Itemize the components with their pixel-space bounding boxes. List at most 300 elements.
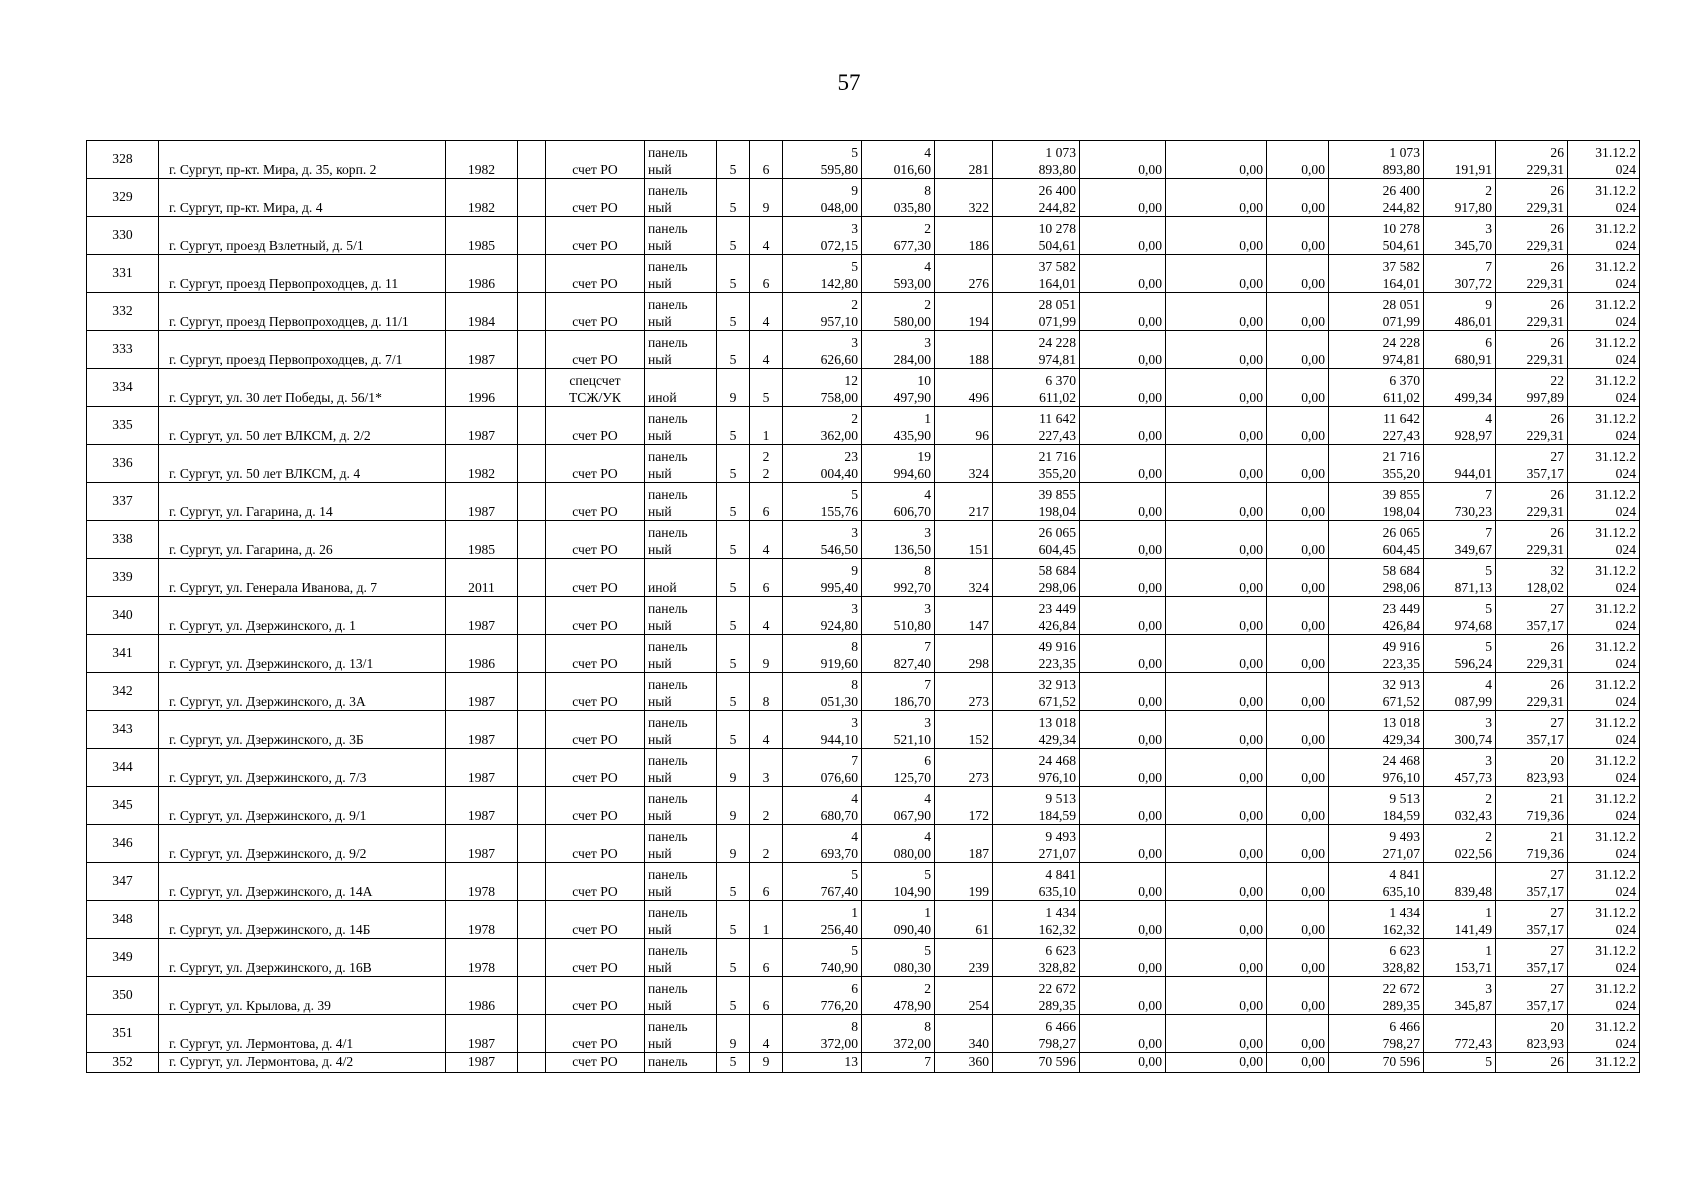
cost-per-sqm-cell: 839,48 (1424, 863, 1496, 901)
commission-year-cell: 1978 (446, 939, 518, 977)
deadline-cell: 31.12.2 024 (1568, 635, 1640, 673)
table-body (87, 141, 1640, 1073)
budget-cost-cell: 0,00 (1166, 977, 1267, 1015)
local-budget-cost-cell: 0,00 (1267, 179, 1329, 217)
entrances-cell: 6 (750, 559, 783, 597)
fund-cost-cell: 0,00 (1080, 939, 1166, 977)
fund-cost-cell: 0,00 (1080, 787, 1166, 825)
cost-per-sqm-cell: 7 349,67 (1424, 521, 1496, 559)
total-area-cell: 5 142,80 (783, 255, 862, 293)
living-area-cell: 2 677,30 (862, 217, 935, 255)
empty-cell (518, 521, 546, 559)
residents-cell: 254 (935, 977, 993, 1015)
entrances-cell: 3 (750, 749, 783, 787)
entrances-cell: 6 (750, 483, 783, 521)
address-cell: г. Сургут, ул. 50 лет ВЛКСМ, д. 4 (159, 445, 446, 483)
entrances-cell: 6 (750, 141, 783, 179)
floors-cell: 5 (717, 521, 750, 559)
living-area-cell: 3 284,00 (862, 331, 935, 369)
table-row (87, 369, 1640, 407)
entrances-cell: 5 (750, 369, 783, 407)
empty-cell (518, 255, 546, 293)
cost-per-sqm-cell: 9 486,01 (1424, 293, 1496, 331)
row-number-cell: 329 (87, 179, 159, 217)
wall-material-cell: панель ный (645, 179, 717, 217)
total-cost-cell: 24 468 976,10 (993, 749, 1080, 787)
local-budget-cost-cell: 0,00 (1267, 939, 1329, 977)
budget-cost-cell: 0,00 (1166, 483, 1267, 521)
fund-method-cell: счет РО (546, 559, 645, 597)
fund-method-cell: счет РО (546, 141, 645, 179)
empty-cell (518, 977, 546, 1015)
max-cost-cell: 32 128,02 (1496, 559, 1568, 597)
total-area-cell: 2 957,10 (783, 293, 862, 331)
floors-cell: 5 (717, 407, 750, 445)
table-row (87, 635, 1640, 673)
cost-per-sqm-cell: 4 087,99 (1424, 673, 1496, 711)
fund-cost-cell: 0,00 (1080, 749, 1166, 787)
wall-material-cell: панель ный (645, 293, 717, 331)
owners-cost-cell: 4 841 635,10 (1329, 863, 1424, 901)
address-cell: г. Сургут, ул. Генерала Иванова, д. 7 (159, 559, 446, 597)
total-area-cell: 5 595,80 (783, 141, 862, 179)
owners-cost-cell: 28 051 071,99 (1329, 293, 1424, 331)
deadline-cell: 31.12.2 024 (1568, 939, 1640, 977)
row-number-cell: 339 (87, 559, 159, 597)
total-cost-cell: 37 582 164,01 (993, 255, 1080, 293)
empty-cell (518, 217, 546, 255)
address-cell: г. Сургут, ул. Лермонтова, д. 4/2 (159, 1053, 446, 1073)
wall-material-cell: панель ный (645, 483, 717, 521)
max-cost-cell: 27 357,17 (1496, 939, 1568, 977)
fund-cost-cell: 0,00 (1080, 711, 1166, 749)
entrances-cell: 1 (750, 901, 783, 939)
max-cost-cell: 21 719,36 (1496, 787, 1568, 825)
owners-cost-cell: 1 434 162,32 (1329, 901, 1424, 939)
max-cost-cell: 21 719,36 (1496, 825, 1568, 863)
total-cost-cell: 24 228 974,81 (993, 331, 1080, 369)
budget-cost-cell: 0,00 (1166, 255, 1267, 293)
wall-material-cell: панель ный (645, 255, 717, 293)
entrances-cell: 9 (750, 635, 783, 673)
table-row (87, 749, 1640, 787)
deadline-cell: 31.12.2 024 (1568, 293, 1640, 331)
owners-cost-cell: 49 916 223,35 (1329, 635, 1424, 673)
table-row (87, 597, 1640, 635)
total-cost-cell: 11 642 227,43 (993, 407, 1080, 445)
empty-cell (518, 331, 546, 369)
budget-cost-cell: 0,00 (1166, 1053, 1267, 1073)
wall-material-cell: панель ный (645, 787, 717, 825)
cost-per-sqm-cell: 1 141,49 (1424, 901, 1496, 939)
table-row (87, 901, 1640, 939)
fund-cost-cell: 0,00 (1080, 293, 1166, 331)
max-cost-cell: 26 229,31 (1496, 483, 1568, 521)
fund-cost-cell: 0,00 (1080, 407, 1166, 445)
residents-cell: 322 (935, 179, 993, 217)
fund-method-cell: счет РО (546, 863, 645, 901)
budget-cost-cell: 0,00 (1166, 635, 1267, 673)
wall-material-cell: панель (645, 1053, 717, 1073)
fund-method-cell: счет РО (546, 635, 645, 673)
commission-year-cell: 1986 (446, 635, 518, 673)
owners-cost-cell: 26 400 244,82 (1329, 179, 1424, 217)
cost-per-sqm-cell: 3 345,87 (1424, 977, 1496, 1015)
local-budget-cost-cell: 0,00 (1267, 787, 1329, 825)
floors-cell: 5 (717, 217, 750, 255)
local-budget-cost-cell: 0,00 (1267, 711, 1329, 749)
floors-cell: 5 (717, 255, 750, 293)
deadline-cell: 31.12.2 024 (1568, 141, 1640, 179)
budget-cost-cell: 0,00 (1166, 901, 1267, 939)
living-area-cell: 8 035,80 (862, 179, 935, 217)
entrances-cell: 9 (750, 179, 783, 217)
address-cell: г. Сургут, ул. 30 лет Победы, д. 56/1* (159, 369, 446, 407)
deadline-cell: 31.12.2 024 (1568, 711, 1640, 749)
fund-method-cell: счет РО (546, 293, 645, 331)
row-number-cell: 333 (87, 331, 159, 369)
wall-material-cell: панель ный (645, 445, 717, 483)
owners-cost-cell: 9 513 184,59 (1329, 787, 1424, 825)
table-row (87, 445, 1640, 483)
empty-cell (518, 559, 546, 597)
entrances-cell: 4 (750, 1015, 783, 1053)
deadline-cell: 31.12.2 024 (1568, 597, 1640, 635)
fund-method-cell: счет РО (546, 179, 645, 217)
commission-year-cell: 1978 (446, 901, 518, 939)
row-number-cell: 335 (87, 407, 159, 445)
total-area-cell: 13 (783, 1053, 862, 1073)
residents-cell: 96 (935, 407, 993, 445)
floors-cell: 9 (717, 1015, 750, 1053)
fund-method-cell: счет РО (546, 673, 645, 711)
local-budget-cost-cell: 0,00 (1267, 635, 1329, 673)
floors-cell: 5 (717, 141, 750, 179)
wall-material-cell: панель ный (645, 939, 717, 977)
max-cost-cell: 27 357,17 (1496, 901, 1568, 939)
total-area-cell: 8 372,00 (783, 1015, 862, 1053)
max-cost-cell: 27 357,17 (1496, 863, 1568, 901)
cost-per-sqm-cell: 3 345,70 (1424, 217, 1496, 255)
wall-material-cell: панель ный (645, 217, 717, 255)
fund-cost-cell: 0,00 (1080, 901, 1166, 939)
empty-cell (518, 1053, 546, 1073)
budget-cost-cell: 0,00 (1166, 597, 1267, 635)
table-row (87, 977, 1640, 1015)
owners-cost-cell: 11 642 227,43 (1329, 407, 1424, 445)
entrances-cell: 1 (750, 407, 783, 445)
deadline-cell: 31.12.2 024 (1568, 863, 1640, 901)
max-cost-cell: 26 229,31 (1496, 673, 1568, 711)
owners-cost-cell: 26 065 604,45 (1329, 521, 1424, 559)
deadline-cell: 31.12.2 024 (1568, 977, 1640, 1015)
address-cell: г. Сургут, ул. Дзержинского, д. 14А (159, 863, 446, 901)
residents-cell: 199 (935, 863, 993, 901)
residents-cell: 172 (935, 787, 993, 825)
empty-cell (518, 635, 546, 673)
address-cell: г. Сургут, ул. Дзержинского, д. 13/1 (159, 635, 446, 673)
fund-cost-cell: 0,00 (1080, 825, 1166, 863)
table-row (87, 141, 1640, 179)
total-area-cell: 3 944,10 (783, 711, 862, 749)
local-budget-cost-cell: 0,00 (1267, 255, 1329, 293)
residents-cell: 186 (935, 217, 993, 255)
floors-cell: 5 (717, 977, 750, 1015)
address-cell: г. Сургут, проезд Первопроходцев, д. 11/1 (159, 293, 446, 331)
deadline-cell: 31.12.2 024 (1568, 521, 1640, 559)
owners-cost-cell: 24 468 976,10 (1329, 749, 1424, 787)
total-cost-cell: 32 913 671,52 (993, 673, 1080, 711)
total-cost-cell: 21 716 355,20 (993, 445, 1080, 483)
total-area-cell: 12 758,00 (783, 369, 862, 407)
living-area-cell: 7 186,70 (862, 673, 935, 711)
address-cell: г. Сургут, ул. Дзержинского, д. 9/2 (159, 825, 446, 863)
max-cost-cell: 27 357,17 (1496, 711, 1568, 749)
commission-year-cell: 2011 (446, 559, 518, 597)
total-area-cell: 3 924,80 (783, 597, 862, 635)
budget-cost-cell: 0,00 (1166, 559, 1267, 597)
budget-cost-cell: 0,00 (1166, 445, 1267, 483)
deadline-cell: 31.12.2 024 (1568, 673, 1640, 711)
total-area-cell: 4 680,70 (783, 787, 862, 825)
commission-year-cell: 1986 (446, 255, 518, 293)
owners-cost-cell: 39 855 198,04 (1329, 483, 1424, 521)
wall-material-cell: панель ный (645, 1015, 717, 1053)
cost-per-sqm-cell: 4 928,97 (1424, 407, 1496, 445)
floors-cell: 5 (717, 1053, 750, 1073)
max-cost-cell: 26 229,31 (1496, 331, 1568, 369)
empty-cell (518, 939, 546, 977)
entrances-cell: 6 (750, 863, 783, 901)
local-budget-cost-cell: 0,00 (1267, 521, 1329, 559)
fund-method-cell: счет РО (546, 825, 645, 863)
residents-cell: 324 (935, 559, 993, 597)
living-area-cell: 4 067,90 (862, 787, 935, 825)
deadline-cell: 31.12.2 024 (1568, 559, 1640, 597)
max-cost-cell: 26 229,31 (1496, 217, 1568, 255)
address-cell: г. Сургут, ул. Дзержинского, д. 3Б (159, 711, 446, 749)
floors-cell: 5 (717, 293, 750, 331)
fund-cost-cell: 0,00 (1080, 597, 1166, 635)
local-budget-cost-cell: 0,00 (1267, 217, 1329, 255)
living-area-cell: 10 497,90 (862, 369, 935, 407)
cost-per-sqm-cell: 5 871,13 (1424, 559, 1496, 597)
empty-cell (518, 787, 546, 825)
total-cost-cell: 10 278 504,61 (993, 217, 1080, 255)
owners-cost-cell: 13 018 429,34 (1329, 711, 1424, 749)
address-cell: г. Сургут, ул. Дзержинского, д. 9/1 (159, 787, 446, 825)
floors-cell: 5 (717, 331, 750, 369)
residents-cell: 360 (935, 1053, 993, 1073)
budget-cost-cell: 0,00 (1166, 331, 1267, 369)
entrances-cell: 2 (750, 787, 783, 825)
commission-year-cell: 1987 (446, 407, 518, 445)
floors-cell: 5 (717, 445, 750, 483)
total-area-cell: 5 767,40 (783, 863, 862, 901)
max-cost-cell: 26 229,31 (1496, 635, 1568, 673)
cost-per-sqm-cell: 5 596,24 (1424, 635, 1496, 673)
total-area-cell: 3 072,15 (783, 217, 862, 255)
budget-cost-cell: 0,00 (1166, 521, 1267, 559)
cost-per-sqm-cell: 6 680,91 (1424, 331, 1496, 369)
row-number-cell: 336 (87, 445, 159, 483)
table-row (87, 1053, 1640, 1073)
total-cost-cell: 70 596 (993, 1053, 1080, 1073)
cost-per-sqm-cell: 944,01 (1424, 445, 1496, 483)
fund-cost-cell: 0,00 (1080, 1053, 1166, 1073)
total-area-cell: 23 004,40 (783, 445, 862, 483)
entrances-cell: 2 (750, 825, 783, 863)
table-row (87, 331, 1640, 369)
cost-per-sqm-cell: 7 307,72 (1424, 255, 1496, 293)
cost-per-sqm-cell: 5 (1424, 1053, 1496, 1073)
local-budget-cost-cell: 0,00 (1267, 749, 1329, 787)
row-number-cell: 332 (87, 293, 159, 331)
floors-cell: 5 (717, 559, 750, 597)
deadline-cell: 31.12.2 024 (1568, 483, 1640, 521)
commission-year-cell: 1982 (446, 179, 518, 217)
local-budget-cost-cell: 0,00 (1267, 293, 1329, 331)
address-cell: г. Сургут, пр-кт. Мира, д. 35, корп. 2 (159, 141, 446, 179)
max-cost-cell: 26 229,31 (1496, 521, 1568, 559)
owners-cost-cell: 58 684 298,06 (1329, 559, 1424, 597)
address-cell: г. Сургут, ул. Гагарина, д. 26 (159, 521, 446, 559)
fund-method-cell: счет РО (546, 521, 645, 559)
fund-cost-cell: 0,00 (1080, 521, 1166, 559)
address-cell: г. Сургут, проезд Первопроходцев, д. 11 (159, 255, 446, 293)
owners-cost-cell: 6 623 328,82 (1329, 939, 1424, 977)
local-budget-cost-cell: 0,00 (1267, 1053, 1329, 1073)
empty-cell (518, 711, 546, 749)
total-cost-cell: 6 370 611,02 (993, 369, 1080, 407)
empty-cell (518, 901, 546, 939)
total-cost-cell: 49 916 223,35 (993, 635, 1080, 673)
address-cell: г. Сургут, ул. Гагарина, д. 14 (159, 483, 446, 521)
empty-cell (518, 483, 546, 521)
residents-cell: 61 (935, 901, 993, 939)
budget-cost-cell: 0,00 (1166, 825, 1267, 863)
cost-per-sqm-cell: 2 917,80 (1424, 179, 1496, 217)
address-cell: г. Сургут, проезд Взлетный, д. 5/1 (159, 217, 446, 255)
floors-cell: 5 (717, 901, 750, 939)
living-area-cell: 4 593,00 (862, 255, 935, 293)
floors-cell: 9 (717, 369, 750, 407)
commission-year-cell: 1984 (446, 293, 518, 331)
fund-method-cell: счет РО (546, 749, 645, 787)
table-row (87, 711, 1640, 749)
local-budget-cost-cell: 0,00 (1267, 673, 1329, 711)
entrances-cell: 2 2 (750, 445, 783, 483)
commission-year-cell: 1987 (446, 673, 518, 711)
floors-cell: 9 (717, 749, 750, 787)
empty-cell (518, 369, 546, 407)
cost-per-sqm-cell: 499,34 (1424, 369, 1496, 407)
wall-material-cell: иной (645, 559, 717, 597)
wall-material-cell: панель ный (645, 521, 717, 559)
table-row (87, 939, 1640, 977)
max-cost-cell: 26 229,31 (1496, 179, 1568, 217)
commission-year-cell: 1987 (446, 483, 518, 521)
cost-per-sqm-cell: 772,43 (1424, 1015, 1496, 1053)
entrances-cell: 4 (750, 597, 783, 635)
row-number-cell: 341 (87, 635, 159, 673)
budget-cost-cell: 0,00 (1166, 673, 1267, 711)
wall-material-cell: панель ный (645, 331, 717, 369)
total-area-cell: 7 076,60 (783, 749, 862, 787)
deadline-cell: 31.12.2 024 (1568, 407, 1640, 445)
local-budget-cost-cell: 0,00 (1267, 407, 1329, 445)
row-number-cell: 349 (87, 939, 159, 977)
owners-cost-cell: 6 370 611,02 (1329, 369, 1424, 407)
table-row (87, 1015, 1640, 1053)
row-number-cell: 352 (87, 1053, 159, 1073)
residents-cell: 276 (935, 255, 993, 293)
table-row (87, 483, 1640, 521)
fund-cost-cell: 0,00 (1080, 977, 1166, 1015)
commission-year-cell: 1985 (446, 521, 518, 559)
commission-year-cell: 1978 (446, 863, 518, 901)
wall-material-cell: панель ный (645, 407, 717, 445)
floors-cell: 5 (717, 483, 750, 521)
living-area-cell: 8 992,70 (862, 559, 935, 597)
floors-cell: 9 (717, 787, 750, 825)
row-number-cell: 337 (87, 483, 159, 521)
local-budget-cost-cell: 0,00 (1267, 445, 1329, 483)
address-cell: г. Сургут, ул. Дзержинского, д. 3А (159, 673, 446, 711)
table-row (87, 255, 1640, 293)
residents-cell: 194 (935, 293, 993, 331)
row-number-cell: 347 (87, 863, 159, 901)
local-budget-cost-cell: 0,00 (1267, 483, 1329, 521)
residents-cell: 496 (935, 369, 993, 407)
fund-cost-cell: 0,00 (1080, 369, 1166, 407)
budget-cost-cell: 0,00 (1166, 369, 1267, 407)
fund-method-cell: счет РО (546, 331, 645, 369)
residents-cell: 281 (935, 141, 993, 179)
living-area-cell: 7 827,40 (862, 635, 935, 673)
fund-method-cell: счет РО (546, 939, 645, 977)
max-cost-cell: 26 229,31 (1496, 255, 1568, 293)
owners-cost-cell: 70 596 (1329, 1053, 1424, 1073)
living-area-cell: 3 510,80 (862, 597, 935, 635)
living-area-cell: 8 372,00 (862, 1015, 935, 1053)
address-cell: г. Сургут, ул. Дзержинского, д. 1 (159, 597, 446, 635)
fund-method-cell: счет РО (546, 445, 645, 483)
cost-per-sqm-cell: 7 730,23 (1424, 483, 1496, 521)
deadline-cell: 31.12.2 (1568, 1053, 1640, 1073)
wall-material-cell: панель ный (645, 711, 717, 749)
row-number-cell: 338 (87, 521, 159, 559)
entrances-cell: 9 (750, 1053, 783, 1073)
living-area-cell: 4 016,60 (862, 141, 935, 179)
owners-cost-cell: 1 073 893,80 (1329, 141, 1424, 179)
total-cost-cell: 9 493 271,07 (993, 825, 1080, 863)
local-budget-cost-cell: 0,00 (1267, 1015, 1329, 1053)
living-area-cell: 19 994,60 (862, 445, 935, 483)
empty-cell (518, 179, 546, 217)
entrances-cell: 4 (750, 217, 783, 255)
living-area-cell: 3 521,10 (862, 711, 935, 749)
local-budget-cost-cell: 0,00 (1267, 559, 1329, 597)
entrances-cell: 4 (750, 293, 783, 331)
total-cost-cell: 6 466 798,27 (993, 1015, 1080, 1053)
commission-year-cell: 1987 (446, 749, 518, 787)
living-area-cell: 4 080,00 (862, 825, 935, 863)
page-number: 57 (837, 70, 861, 95)
deadline-cell: 31.12.2 024 (1568, 901, 1640, 939)
fund-method-cell: счет РО (546, 483, 645, 521)
total-cost-cell: 4 841 635,10 (993, 863, 1080, 901)
